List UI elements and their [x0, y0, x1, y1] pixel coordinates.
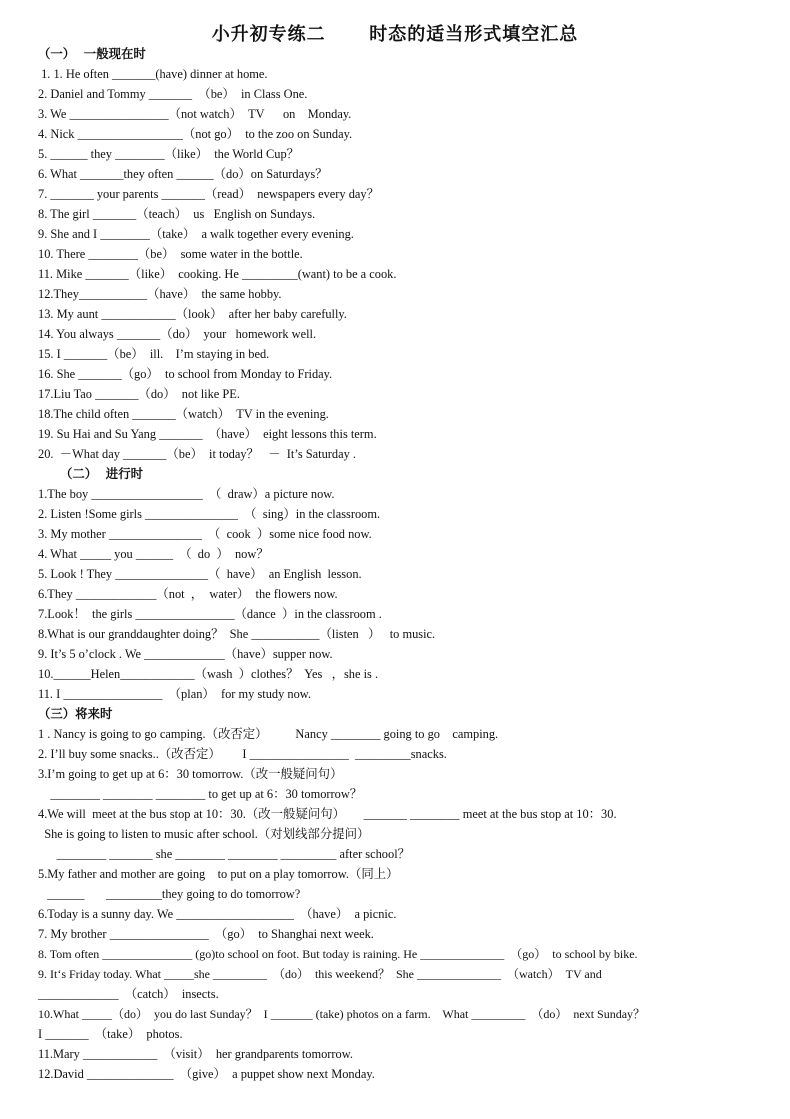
exercise-line: 11. I ________________ （plan） for my study now. [38, 687, 312, 701]
exercise-line: 18.The child often _______（watch） TV in the evening. [38, 407, 329, 421]
exercise-line: 3. We ________________（not watch） TV on Monday. [38, 107, 352, 121]
exercise-line: 20. －What day _______（be） it today？ － It’s Saturday . [38, 447, 356, 461]
exercise-line: 15. I _______（be） ill. I’m staying in bed. [38, 347, 270, 361]
exercise-line: 5. ______ they ________（like） the World Cup？ [38, 147, 300, 161]
exercise-line: 10.What _____（do） you do last Sunday？ I _______ (take) photos on a farm. What _________ （do） next Sunday？ [38, 1007, 646, 1021]
exercise-line: 5.My father and mother are going to put on a play tomorrow.（同上） [38, 867, 399, 881]
exercise-line: 12.They___________（have） the same hobby. [38, 287, 282, 301]
exercise-line: 1.The boy __________________ （ draw）a picture now. [38, 487, 335, 501]
exercise-line: 13. My aunt ____________（look） after her baby carefully. [38, 307, 347, 321]
exercise-line: 6.Today is a sunny day. We ___________________ （have） a picnic. [38, 907, 397, 921]
exercise-line: 2. I’ll buy some snacks..（改否定） I ________________ _________snacks. [38, 747, 447, 761]
exercise-line: 7.Look！ the girls ________________（dance ）in the classroom . [38, 607, 382, 621]
exercise-line: 8. Tom often _______________ (go)to school on foot. But today is raining. He ______________ （go） to school by bike. [38, 947, 638, 961]
exercise-line: 9. It’s 5 o’clock . We _____________（have）supper now. [38, 647, 333, 661]
exercise-line: 2. Listen !Some girls _______________ （ sing）in the classroom. [38, 507, 381, 521]
section-heading-present: （一） 一般现在时 [38, 46, 146, 61]
exercise-line: She is going to listen to music after school.（对划线部分提问） [38, 827, 370, 841]
section-heading-future: （三）将来时 [38, 706, 113, 721]
exercise-line: 1. 1. He often _______(have) dinner at home. [38, 67, 268, 81]
exercise-line: 4. Nick _________________（not go） to the zoo on Sunday. [38, 127, 353, 141]
exercise-line: 12.David ______________ （give） a puppet show next Monday. [38, 1067, 375, 1081]
exercise-line: 10.______Helen____________（wash ）clothes？ Yes ，she is . [38, 667, 379, 681]
exercise-line: 7. _______ your parents _______（read） newspapers every day？ [38, 187, 380, 201]
exercise-line: 14. You always _______（do） your homework well. [38, 327, 317, 341]
exercise-line: 2. Daniel and Tommy _______ （be） in Class One. [38, 87, 308, 101]
exercise-line: 9. She and I ________（take） a walk together every evening. [38, 227, 354, 241]
page-title: 小升初专练二 时态的适当形式填空汇总 [211, 24, 579, 45]
exercise-line: 5. Look ! They _______________（ have） an English lesson. [38, 567, 362, 581]
exercise-line: 6. What _______they often ______（do）on Saturdays？ [38, 167, 328, 181]
exercise-line: 7. My brother ________________ （go） to Shanghai next week. [38, 927, 374, 941]
exercise-line: 1 . Nancy is going to go camping.（改否定） Nancy ________ going to go camping. [38, 727, 499, 741]
exercise-line: 3. My mother _______________ （ cook ）some nice food now. [38, 527, 372, 541]
exercise-line: 4.We will meet at the bus stop at 10：30.（改一般疑问句） _______ ________ meet at the bus stop at 10：30. [38, 807, 617, 821]
exercise-line: 6.They _____________（not ， water） the flowers now. [38, 587, 338, 601]
exercise-line: 11.Mary ____________ （visit） her grandparents tomorrow. [38, 1047, 353, 1061]
exercise-line: ________ ________ ________ to get up at 6：30 tomorrow？ [38, 787, 363, 801]
exercise-line: ________ _______ she ________ ________ _________ after school？ [38, 847, 411, 861]
exercise-line: 16. She _______（go） to school from Monday to Friday. [38, 367, 333, 381]
exercise-line: 19. Su Hai and Su Yang _______ （have） eight lessons this term. [38, 427, 377, 441]
exercise-line: 4. What _____ you ______ （ do ） now？ [38, 547, 269, 561]
section-heading-progressive: （二） 进行时 [60, 466, 143, 481]
exercise-line: 9. It‘s Friday today. What _____she _________ （do） this weekend？ She ______________ （watch） TV and [38, 967, 602, 981]
exercise-line: _____________ （catch） insects. [38, 987, 219, 1001]
exercise-line: I _______ （take） photos. [38, 1027, 183, 1041]
exercise-line: ______ _________they going to do tomorrow? [38, 887, 301, 901]
exercise-line: 8.What is our granddaughter doing？ She ___________（listen ） to music. [38, 627, 436, 641]
exercise-line: 8. The girl _______（teach） us English on Sundays. [38, 207, 316, 221]
exercise-line: 3.I’m going to get up at 6：30 tomorrow.（改一般疑问句） [38, 767, 343, 781]
exercise-line: 17.Liu Tao _______（do） not like PE. [38, 387, 240, 401]
exercise-line: 11. Mike _______（like） cooking. He _________(want) to be a cook. [38, 267, 397, 281]
exercise-line: 10. There ________（be） some water in the bottle. [38, 247, 303, 261]
